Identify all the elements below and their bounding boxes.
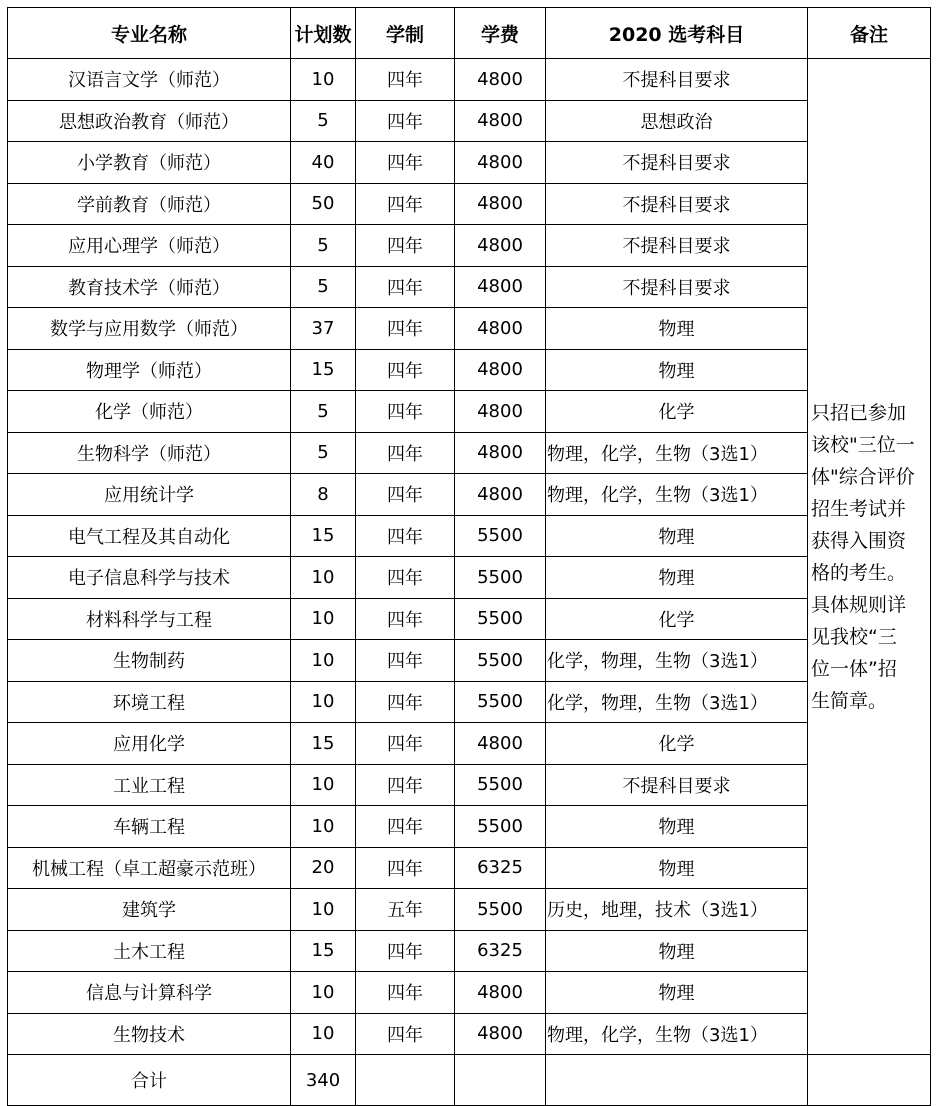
table-row xyxy=(8,349,931,391)
major-cell: 思想政治教育（师范） xyxy=(8,100,291,142)
duration-cell: 四年 xyxy=(356,308,455,350)
plan-count-cell: 10 xyxy=(291,1013,356,1055)
empty-cell xyxy=(455,1055,546,1106)
duration-cell: 四年 xyxy=(356,225,455,267)
tuition-cell: 5500 xyxy=(455,598,546,640)
subjects-cell: 化学 xyxy=(546,391,808,433)
subjects-cell: 不提科目要求 xyxy=(546,142,808,184)
plan-count-cell: 40 xyxy=(291,142,356,184)
tuition-cell: 6325 xyxy=(455,847,546,889)
major-cell: 汉语言文学（师范） xyxy=(8,59,291,101)
remarks-line: 只招已参加 xyxy=(811,401,907,424)
subjects-cell: 化学，物理，生物（3选1） xyxy=(546,640,808,682)
table-row xyxy=(8,59,931,101)
tuition-cell: 4800 xyxy=(455,225,546,267)
plan-count-cell: 5 xyxy=(291,391,356,433)
major-cell: 应用化学 xyxy=(8,723,291,765)
tuition-cell: 4800 xyxy=(455,1013,546,1055)
plan-count-cell: 5 xyxy=(291,266,356,308)
tuition-cell: 4800 xyxy=(455,972,546,1014)
major-cell: 工业工程 xyxy=(8,764,291,806)
major-cell: 信息与计算科学 xyxy=(8,972,291,1014)
duration-cell: 四年 xyxy=(356,557,455,599)
duration-cell: 四年 xyxy=(356,349,455,391)
subjects-cell: 物理 xyxy=(546,308,808,350)
subjects-cell: 物理 xyxy=(546,515,808,557)
tuition-cell: 4800 xyxy=(455,183,546,225)
duration-cell: 四年 xyxy=(356,847,455,889)
tuition-cell: 6325 xyxy=(455,930,546,972)
tuition-cell: 5500 xyxy=(455,557,546,599)
plan-count-cell: 10 xyxy=(291,598,356,640)
major-cell: 数学与应用数学（师范） xyxy=(8,308,291,350)
duration-cell: 四年 xyxy=(356,723,455,765)
table-row xyxy=(8,806,931,848)
subjects-cell: 化学，物理，生物（3选1） xyxy=(546,681,808,723)
major-cell: 建筑学 xyxy=(8,889,291,931)
table-row xyxy=(8,889,931,931)
remarks-line: 招生考试并 xyxy=(811,497,907,520)
plan-count-cell: 15 xyxy=(291,930,356,972)
duration-cell: 四年 xyxy=(356,266,455,308)
remarks-line: 具体规则详 xyxy=(811,593,907,616)
total-label-cell: 合计 xyxy=(8,1055,291,1106)
table-row xyxy=(8,474,931,516)
duration-cell: 四年 xyxy=(356,972,455,1014)
column-header: 计划数 xyxy=(291,8,356,59)
tuition-cell: 5500 xyxy=(455,889,546,931)
major-cell: 化学（师范） xyxy=(8,391,291,433)
table-row xyxy=(8,972,931,1014)
duration-cell: 四年 xyxy=(356,930,455,972)
subjects-cell: 思想政治 xyxy=(546,100,808,142)
plan-count-cell: 10 xyxy=(291,889,356,931)
duration-cell: 四年 xyxy=(356,806,455,848)
tuition-cell: 5500 xyxy=(455,681,546,723)
column-header: 学制 xyxy=(356,8,455,59)
table-body xyxy=(8,59,931,1106)
table-row xyxy=(8,1013,931,1055)
tuition-cell: 5500 xyxy=(455,515,546,557)
major-cell: 车辆工程 xyxy=(8,806,291,848)
table-row xyxy=(8,100,931,142)
duration-cell: 四年 xyxy=(356,183,455,225)
table-row xyxy=(8,183,931,225)
plan-count-cell: 10 xyxy=(291,972,356,1014)
empty-cell xyxy=(808,1055,931,1106)
plan-count-cell: 15 xyxy=(291,723,356,765)
plan-count-cell: 8 xyxy=(291,474,356,516)
duration-cell: 四年 xyxy=(356,59,455,101)
table-row xyxy=(8,432,931,474)
subjects-cell: 物理，化学，生物（3选1） xyxy=(546,474,808,516)
subjects-cell: 物理 xyxy=(546,349,808,391)
table-row xyxy=(8,723,931,765)
plan-count-cell: 10 xyxy=(291,557,356,599)
plan-count-cell: 5 xyxy=(291,100,356,142)
subjects-cell: 不提科目要求 xyxy=(546,183,808,225)
major-cell: 电子信息科学与技术 xyxy=(8,557,291,599)
major-cell: 学前教育（师范） xyxy=(8,183,291,225)
plan-count-cell: 10 xyxy=(291,59,356,101)
major-cell: 土木工程 xyxy=(8,930,291,972)
major-cell: 生物技术 xyxy=(8,1013,291,1055)
duration-cell: 四年 xyxy=(356,474,455,516)
major-cell: 教育技术学（师范） xyxy=(8,266,291,308)
duration-cell: 四年 xyxy=(356,391,455,433)
remarks-line: 体"综合评价 xyxy=(811,465,915,488)
empty-cell xyxy=(356,1055,455,1106)
table-row xyxy=(8,557,931,599)
subjects-cell: 物理 xyxy=(546,972,808,1014)
tuition-cell: 5500 xyxy=(455,640,546,682)
plan-count-cell: 15 xyxy=(291,349,356,391)
tuition-cell: 4800 xyxy=(455,308,546,350)
plan-count-cell: 5 xyxy=(291,432,356,474)
table-row xyxy=(8,764,931,806)
plan-count-cell: 10 xyxy=(291,681,356,723)
tuition-cell: 4800 xyxy=(455,474,546,516)
duration-cell: 四年 xyxy=(356,142,455,184)
major-cell: 小学教育（师范） xyxy=(8,142,291,184)
table-row xyxy=(8,515,931,557)
plan-count-cell: 15 xyxy=(291,515,356,557)
plan-count-cell: 10 xyxy=(291,806,356,848)
table-row xyxy=(8,930,931,972)
subjects-cell: 物理 xyxy=(546,806,808,848)
total-plan-cell: 340 xyxy=(291,1055,356,1106)
duration-cell: 四年 xyxy=(356,764,455,806)
table-row xyxy=(8,681,931,723)
subjects-cell: 不提科目要求 xyxy=(546,59,808,101)
subjects-cell: 物理，化学，生物（3选1） xyxy=(546,1013,808,1055)
remarks-line: 获得入围资 xyxy=(811,529,907,552)
tuition-cell: 4800 xyxy=(455,59,546,101)
duration-cell: 四年 xyxy=(356,515,455,557)
column-header: 专业名称 xyxy=(8,8,291,59)
table-row xyxy=(8,225,931,267)
major-cell: 生物科学（师范） xyxy=(8,432,291,474)
tuition-cell: 4800 xyxy=(455,723,546,765)
duration-cell: 五年 xyxy=(356,889,455,931)
remarks-line: 位一体”招 xyxy=(811,657,897,680)
tuition-cell: 5500 xyxy=(455,806,546,848)
remarks-line: 生简章。 xyxy=(811,689,888,712)
admission-plan-table xyxy=(7,7,931,1106)
tuition-cell: 4800 xyxy=(455,100,546,142)
subjects-cell: 物理 xyxy=(546,557,808,599)
subjects-cell: 物理 xyxy=(546,930,808,972)
table-row xyxy=(8,640,931,682)
subjects-cell: 不提科目要求 xyxy=(546,764,808,806)
duration-cell: 四年 xyxy=(356,432,455,474)
plan-count-cell: 10 xyxy=(291,764,356,806)
header-row xyxy=(8,8,931,59)
table-row xyxy=(8,308,931,350)
column-header: 2020 选考科目 xyxy=(546,8,808,59)
table-row xyxy=(8,847,931,889)
major-cell: 材料科学与工程 xyxy=(8,598,291,640)
table-row xyxy=(8,598,931,640)
remarks-line: 格的考生。 xyxy=(811,561,907,584)
plan-count-cell: 5 xyxy=(291,225,356,267)
subjects-cell: 物理 xyxy=(546,847,808,889)
subjects-cell: 化学 xyxy=(546,723,808,765)
column-header: 学费 xyxy=(455,8,546,59)
major-cell: 环境工程 xyxy=(8,681,291,723)
subjects-cell: 物理，化学，生物（3选1） xyxy=(546,432,808,474)
empty-cell xyxy=(546,1055,808,1106)
duration-cell: 四年 xyxy=(356,598,455,640)
table-row xyxy=(8,142,931,184)
remarks-cell xyxy=(808,59,931,1055)
major-cell: 生物制药 xyxy=(8,640,291,682)
tuition-cell: 5500 xyxy=(455,764,546,806)
tuition-cell: 4800 xyxy=(455,391,546,433)
table-row xyxy=(8,266,931,308)
plan-count-cell: 10 xyxy=(291,640,356,682)
subjects-cell: 历史，地理，技术（3选1） xyxy=(546,889,808,931)
table-row xyxy=(8,391,931,433)
duration-cell: 四年 xyxy=(356,640,455,682)
remarks-line: 见我校“三 xyxy=(811,625,897,648)
tuition-cell: 4800 xyxy=(455,349,546,391)
duration-cell: 四年 xyxy=(356,1013,455,1055)
major-cell: 电气工程及其自动化 xyxy=(8,515,291,557)
plan-count-cell: 20 xyxy=(291,847,356,889)
major-cell: 应用心理学（师范） xyxy=(8,225,291,267)
duration-cell: 四年 xyxy=(356,100,455,142)
plan-count-cell: 50 xyxy=(291,183,356,225)
remarks-line: 该校"三位一 xyxy=(811,433,915,456)
total-row xyxy=(8,1055,931,1106)
plan-count-cell: 37 xyxy=(291,308,356,350)
subjects-cell: 化学 xyxy=(546,598,808,640)
duration-cell: 四年 xyxy=(356,681,455,723)
tuition-cell: 4800 xyxy=(455,432,546,474)
tuition-cell: 4800 xyxy=(455,266,546,308)
subjects-cell: 不提科目要求 xyxy=(546,225,808,267)
column-header: 备注 xyxy=(808,8,931,59)
major-cell: 应用统计学 xyxy=(8,474,291,516)
major-cell: 物理学（师范） xyxy=(8,349,291,391)
tuition-cell: 4800 xyxy=(455,142,546,184)
subjects-cell: 不提科目要求 xyxy=(546,266,808,308)
major-cell: 机械工程（卓工超豪示范班） xyxy=(8,847,291,889)
